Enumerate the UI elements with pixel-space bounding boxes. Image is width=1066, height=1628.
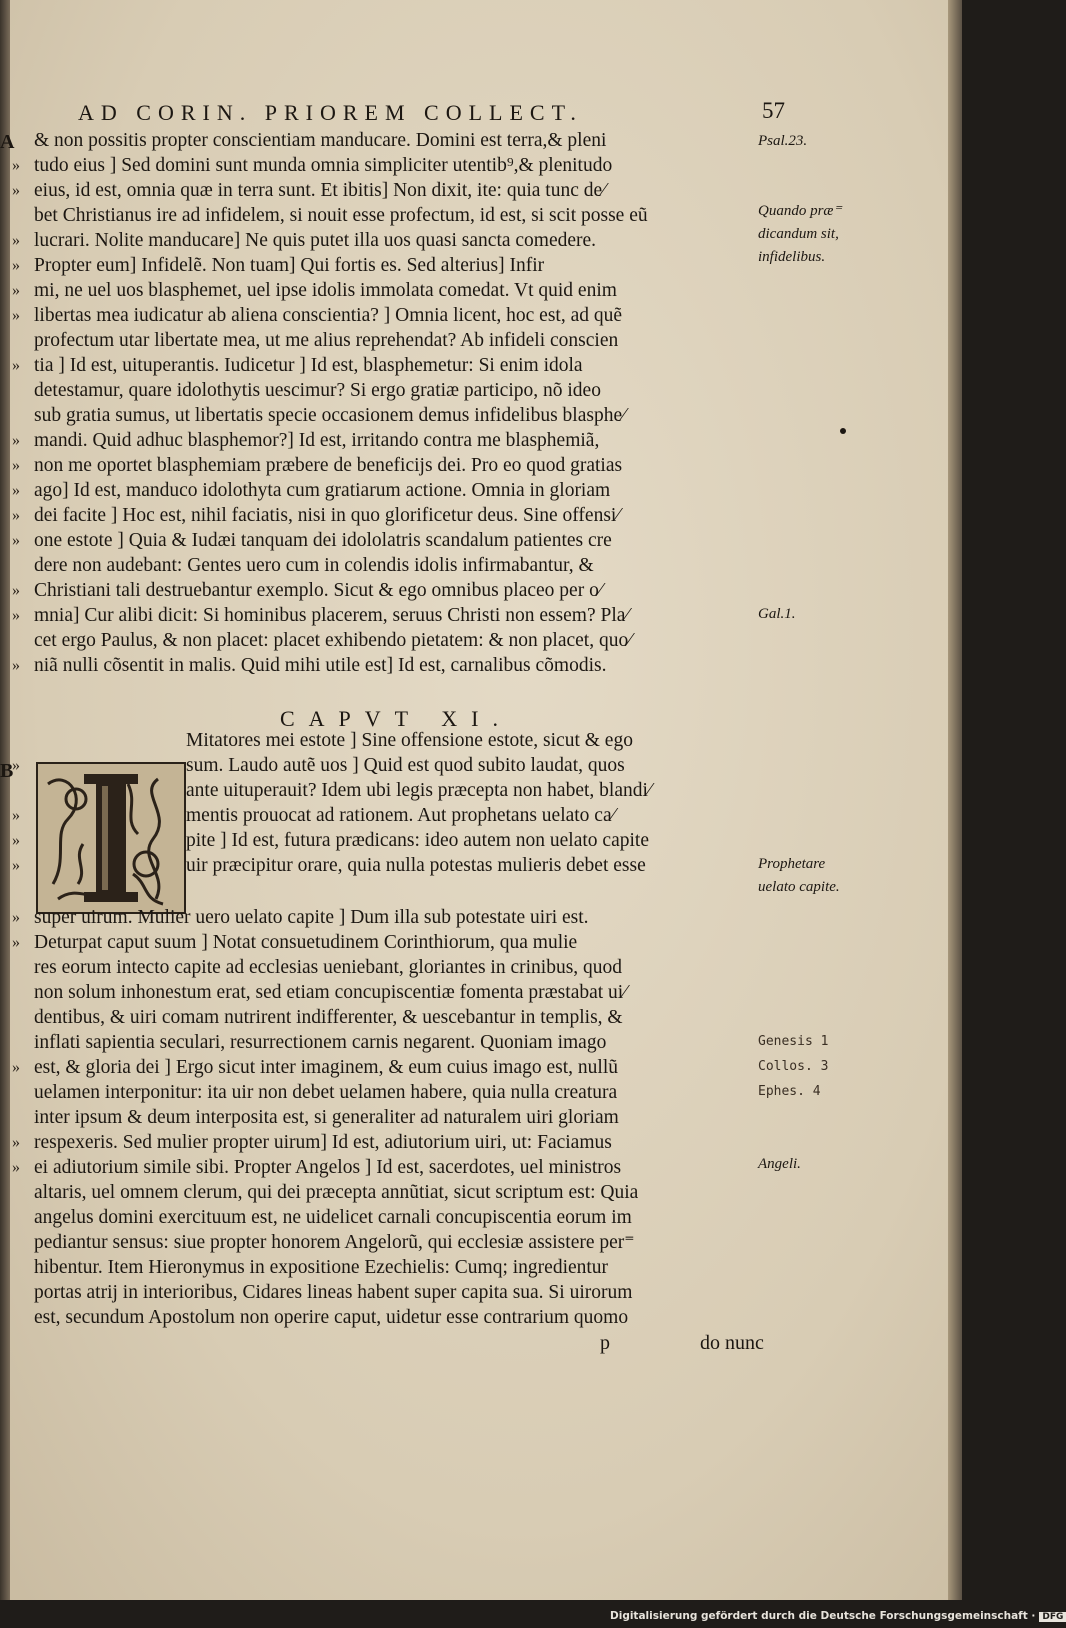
credit-text: Digitalisierung gefördert durch die Deutsche Forschungsgemeinschaft · [610,1610,1036,1622]
section-letter-b: B [0,760,14,782]
margin-note-galatians: Gal.1. [758,606,796,622]
quote-mark: » [12,832,20,849]
page-edge [948,0,962,1600]
text-line: sum. Laudo autẽ uos ] Quid est quod subito laudat, quos [186,755,625,776]
book-spine [0,0,10,1600]
text-line: uir præcipitur orare, quia nulla potestas mulieris debet esse [186,855,646,876]
quote-mark: » [12,182,20,199]
text-line: libertas mea iudicatur ab aliena conscientia? ] Omnia licent, hoc est, ad quẽ [34,305,623,326]
margin-note-quando-2: dicandum sit, [758,226,839,242]
catchword: do nunc [700,1332,764,1354]
text-line: pediantur sensus: siue propter honorem Angelorũ, qui ecclesiæ assistere per⁼ [34,1232,635,1253]
quote-mark: » [12,457,20,474]
text-line: hibentur. Item Hieronymus in expositione Ezechielis: Cumq; ingredientur [34,1257,609,1278]
text-line: mandi. Quid adhuc blasphemor?] Id est, irritando contra me blasphemiã, [34,430,600,451]
quote-mark: » [12,357,20,374]
text-line: dere non audebant: Gentes uero cum in colendis idolis infirmabantur, & [34,555,594,576]
margin-note-prophetare-2: uelato capite. [758,879,840,895]
text-line: eius, id est, omnia quæ in terra sunt. Et ibitis] Non dixit, ite: quia tunc de⁄ [34,180,606,201]
dfg-logo: DFG [1039,1612,1066,1622]
margin-note-quando-3: infidelibus. [758,249,826,265]
quote-mark: » [12,1134,20,1151]
text-line: bet Christianus ire ad infidelem, si nouit esse profectum, id est, si scit posse eũ [34,205,648,226]
quote-mark: » [12,657,20,674]
quote-mark: » [12,909,20,926]
text-line: dentibus, & uiri comam nutrirent indifferenter, & uescebantur in templis, & [34,1007,623,1028]
text-line: non me oportet blasphemiam præbere de beneficijs dei. Pro eo quod gratias [34,455,623,476]
quote-mark: » [12,157,20,174]
handwritten-note-ephesians: Ephes. 4 [758,1084,821,1099]
quote-mark: » [12,607,20,624]
decorated-initial-I [36,762,186,914]
text-line: profectum utar libertate mea, ut me alius reprehendat? Ab infideli conscien [34,330,619,351]
quote-mark: » [12,1159,20,1176]
text-line: inter ipsum & deum interposita est, si generaliter ad naturalem uiri gloriam [34,1107,619,1128]
text-line: est, secundum Apostolum non operire caput, uidetur esse contrarium quomo [34,1307,629,1328]
text-line: Propter eum] Infidelẽ. Non tuam] Qui fortis es. Sed alterius] Infir [34,255,545,276]
text-line: one estote ] Quia & Iudæi tanquam dei idololatris scandalum patientes cre [34,530,612,551]
text-line: angelus domini exercituum est, ne uidelicet carnali concupiscentia eorum im [34,1207,632,1228]
text-line: pite ] Id est, futura prædicans: ideo autem non uelato capite [186,830,649,851]
quote-mark: » [12,257,20,274]
text-line: altaris, uel omnem clerum, qui dei præcepta annũtiat, sicut scriptum est: Quia [34,1182,639,1203]
ink-dot [840,428,846,434]
text-line: Christiani tali destruebantur exemplo. Sicut & ego omnibus placeo per o⁄ [34,580,603,601]
text-line: cet ergo Paulus, & non placet: placet exhibendo pietatem: & non placet, quo⁄ [34,630,632,651]
quote-mark: » [12,307,20,324]
text-line: niã nulli cõsentit in malis. Quid mihi utile est] Id est, carnalibus cõmodis. [34,655,607,676]
text-line: respexeris. Sed mulier propter uirum] Id est, adiutorium uiri, ut: Faciamus [34,1132,612,1153]
text-line: mentis prouocat ad rationem. Aut prophetans uelato ca⁄ [186,805,615,826]
text-line: res eorum intecto capite ad ecclesias ueniebant, gloriantes in crinibus, quod [34,957,623,978]
chapter-title: CAPVT XI. [280,706,512,731]
margin-note-psalm: Psal.23. [758,133,808,149]
signature-mark: p [600,1332,610,1354]
section-letter-a: A [0,131,15,153]
quote-mark: » [12,232,20,249]
text-line: Deturpat caput suum ] Notat consuetudinem Corinthiorum, qua mulie [34,932,578,953]
text-line: super uirum. Mulier uero uelato capite ] Dum illa sub potestate uiri est. [34,907,589,928]
quote-mark: » [12,1059,20,1076]
margin-note-angeli: Angeli. [758,1156,801,1172]
running-head: AD CORIN. PRIOREM COLLECT. [78,100,583,125]
margin-note-prophetare-1: Prophetare [758,856,826,872]
text-line: non solum inhonestum erat, sed etiam concupiscentiæ fomenta præstabat ui⁄ [34,982,627,1003]
text-line: & non possitis propter conscientiam manducare. Domini est terra,& pleni [34,130,607,151]
quote-mark: » [12,934,20,951]
quote-mark: » [12,857,20,874]
text-line: portas atrij in interioribus, Cidares lineas habent super capita sua. Si uirorum [34,1282,633,1303]
quote-mark: » [12,582,20,599]
page-number: 57 [762,98,785,123]
text-line: mnia] Cur alibi dicit: Si hominibus placerem, seruus Christi non essem? Pla⁄ [34,605,629,626]
quote-mark: » [12,757,20,774]
handwritten-note-colossians: Collos. 3 [758,1059,829,1074]
text-line: detestamur, quare idolothytis uescimur? Si ergo gratiæ participo, nõ ideo [34,380,601,401]
text-line: lucrari. Nolite manducare] Ne quis putet illa uos quasi sancta comedere. [34,230,597,251]
text-line: sub gratia sumus, ut libertatis specie occasionem demus infidelibus blasphe⁄ [34,405,626,426]
text-line: Mitatores mei estote ] Sine offensione estote, sicut & ego [186,730,633,751]
quote-mark: » [12,282,20,299]
quote-mark: » [12,432,20,449]
digitization-credit [610,1610,1064,1626]
text-line: dei facite ] Hoc est, nihil faciatis, nisi in quo glorificetur deus. Sine offensi⁄ [34,505,620,526]
quote-mark: » [12,507,20,524]
text-line: tudo eius ] Sed domini sunt munda omnia simpliciter utentib⁹,& plenitudo [34,155,613,176]
text-line: inflati sapientia seculari, resurrectionem carnis negarent. Quoniam imago [34,1032,607,1053]
text-line: uelamen interponitur: ita uir non debet uelamen habere, quia nulla creatura [34,1082,618,1103]
text-line: mi, ne uel uos blasphemet, uel ipse idolis immolata comedat. Vt quid enim [34,280,617,301]
text-line: ei adiutorium simile sibi. Propter Angelos ] Id est, sacerdotes, uel ministros [34,1157,622,1178]
quote-mark: » [12,482,20,499]
margin-note-quando-1: Quando præ⁼ [758,203,842,219]
quote-mark: » [12,532,20,549]
handwritten-note-genesis: Genesis 1 [758,1034,829,1049]
text-line: est, & gloria dei ] Ergo sicut inter imaginem, & eum cuius imago est, nullũ [34,1057,618,1078]
quote-mark: » [12,807,20,824]
text-line: ago] Id est, manduco idolothyta cum gratiarum actione. Omnia in gloriam [34,480,611,501]
text-line: tia ] Id est, uituperantis. Iudicetur ] Id est, blasphemetur: Si enim idola [34,355,583,376]
text-line: ante uituperauit? Idem ubi legis præcepta non habet, blandi⁄ [186,780,652,801]
